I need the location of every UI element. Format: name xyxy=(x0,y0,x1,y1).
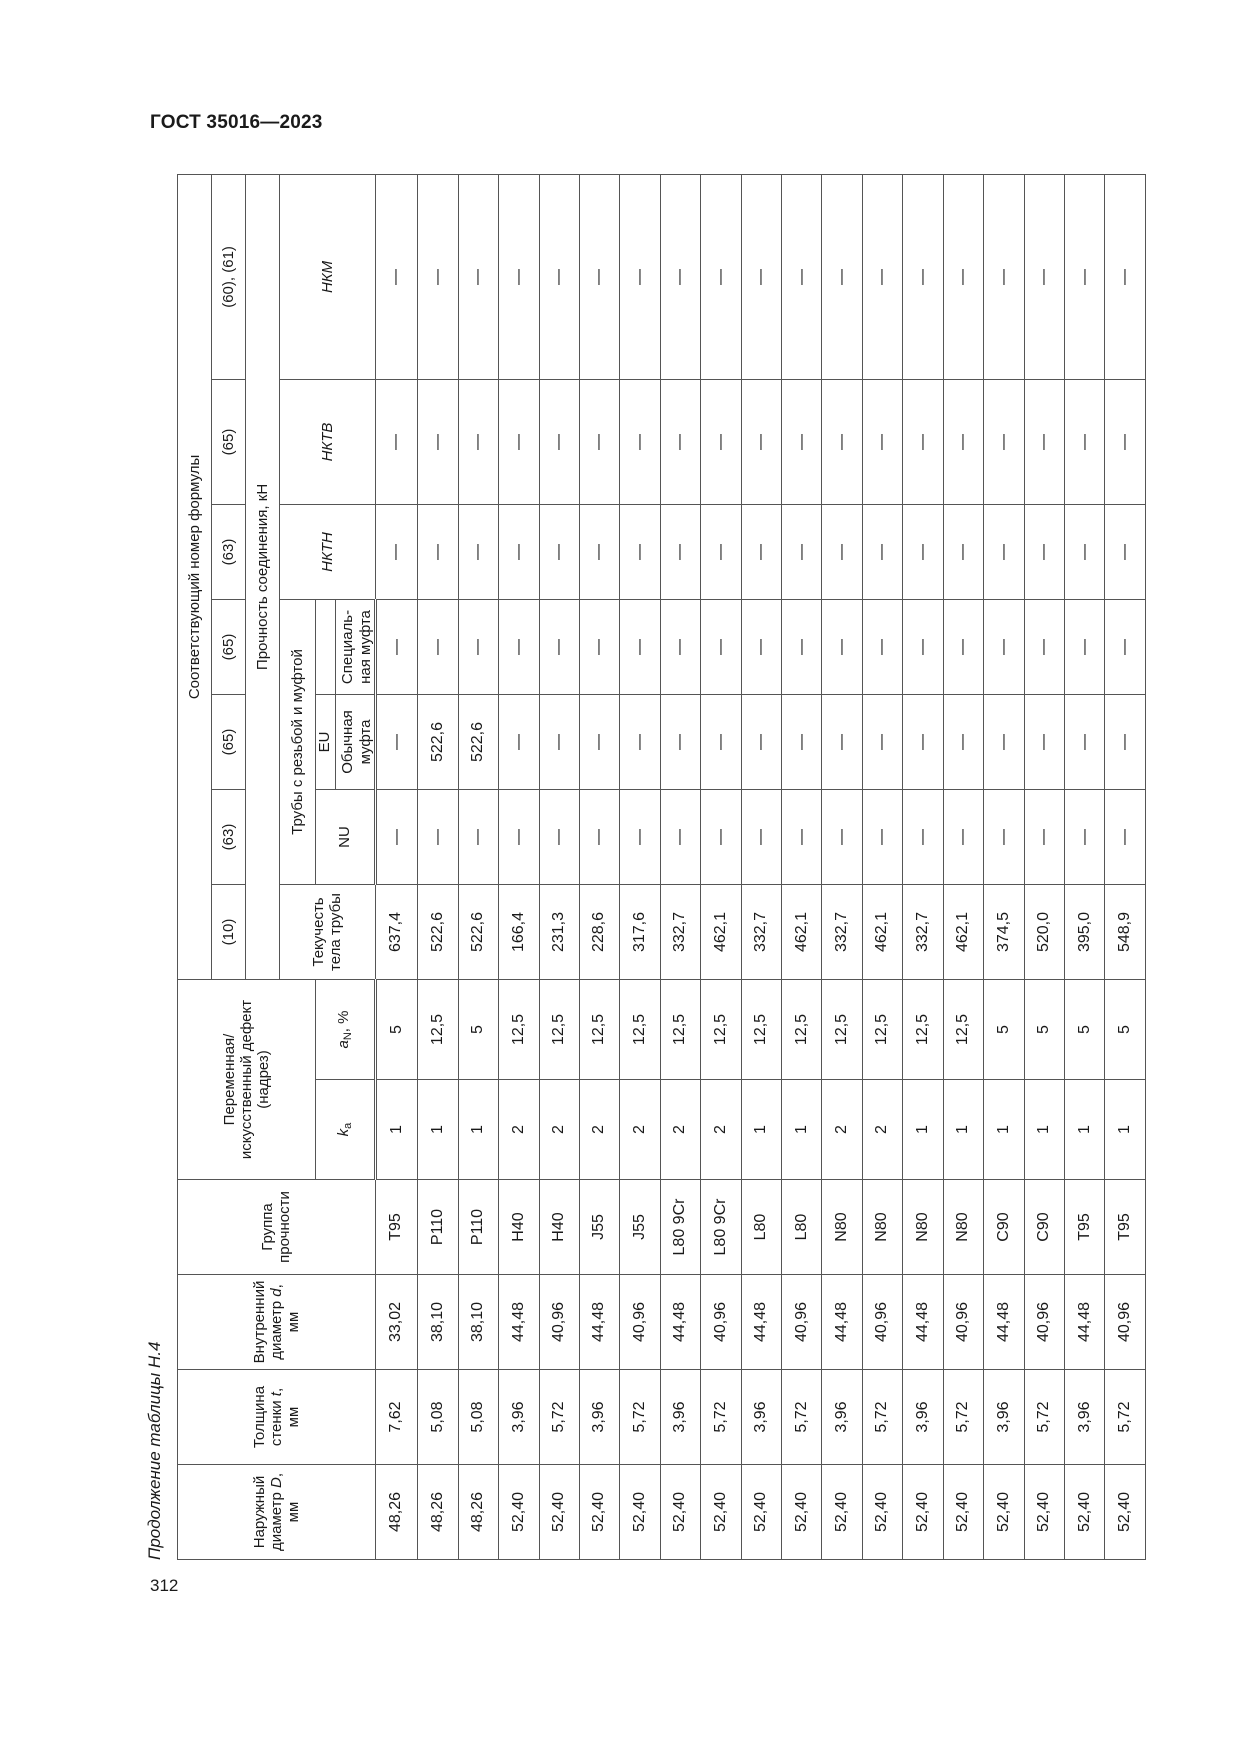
table-cell: — xyxy=(862,599,902,694)
table-row xyxy=(782,174,822,1559)
table-cell: 1 xyxy=(903,1080,943,1180)
table-cell: — xyxy=(1065,789,1105,884)
table-row xyxy=(499,174,539,1559)
formula-f1: (10) xyxy=(212,884,246,979)
table-cell: 5,72 xyxy=(862,1370,902,1465)
table-cell: — xyxy=(375,694,418,789)
table-cell: — xyxy=(539,599,579,694)
table-cell: — xyxy=(701,379,741,504)
table-cell: 52,40 xyxy=(620,1465,660,1560)
table-cell: 52,40 xyxy=(701,1465,741,1560)
table-cell: — xyxy=(539,379,579,504)
formula-f6: (65) xyxy=(212,379,246,504)
header-inner-diameter: Внутренний диаметр d, мм xyxy=(178,1275,376,1370)
table-body xyxy=(375,174,1145,1559)
table-cell: — xyxy=(782,599,822,694)
table-cell: 52,40 xyxy=(822,1465,862,1560)
table-cell: — xyxy=(741,504,781,599)
table-cell: — xyxy=(579,174,619,379)
table-cell: 40,96 xyxy=(782,1275,822,1370)
table-cell: 52,40 xyxy=(1105,1465,1146,1560)
table-cell: 44,48 xyxy=(579,1275,619,1370)
table-cell: 52,40 xyxy=(782,1465,822,1560)
table-cell: 5,08 xyxy=(418,1370,458,1465)
table-row xyxy=(1105,174,1146,1559)
table-row xyxy=(984,174,1024,1559)
table-cell: C90 xyxy=(984,1180,1024,1275)
table-cell: — xyxy=(822,504,862,599)
table-cell: — xyxy=(701,694,741,789)
table-cell: 462,1 xyxy=(782,884,822,979)
table-cell: 33,02 xyxy=(375,1275,418,1370)
table-cell: 5,72 xyxy=(701,1370,741,1465)
table-cell: 2 xyxy=(862,1080,902,1180)
table-cell: 12,5 xyxy=(822,979,862,1079)
header-connection-strength: Прочность соединения, кН xyxy=(246,174,280,979)
table-cell: — xyxy=(984,379,1024,504)
table-row xyxy=(458,174,498,1559)
formula-f3: (65) xyxy=(212,694,246,789)
table-cell: 317,6 xyxy=(620,884,660,979)
table-cell: — xyxy=(418,504,458,599)
table-cell: 2 xyxy=(539,1080,579,1180)
table-cell: 40,96 xyxy=(701,1275,741,1370)
table-cell: — xyxy=(1105,379,1146,504)
header-nu: NU xyxy=(316,789,376,884)
table-cell: — xyxy=(741,599,781,694)
table-cell: — xyxy=(984,789,1024,884)
table-cell: 5,72 xyxy=(782,1370,822,1465)
table-cell: — xyxy=(620,174,660,379)
table-cell: — xyxy=(579,789,619,884)
table-cell: — xyxy=(1024,174,1064,379)
table-cell: 48,26 xyxy=(375,1465,418,1560)
table-cell: — xyxy=(620,379,660,504)
table-cell: 522,6 xyxy=(418,694,458,789)
table-cell: — xyxy=(418,789,458,884)
table-cell: 5 xyxy=(1065,979,1105,1079)
table-cell: 1 xyxy=(943,1080,983,1180)
table-row xyxy=(862,174,902,1559)
table-cell: 462,1 xyxy=(862,884,902,979)
header-formula-number: Соответствующий номер формулы xyxy=(178,174,212,979)
table-cell: C90 xyxy=(1024,1180,1064,1275)
table-cell: — xyxy=(782,694,822,789)
table-cell: 3,96 xyxy=(1065,1370,1105,1465)
table-cell: — xyxy=(660,599,700,694)
table-cell: — xyxy=(1024,504,1064,599)
table-cell: 395,0 xyxy=(1065,884,1105,979)
table-cell: 2 xyxy=(660,1080,700,1180)
table-cell: P110 xyxy=(458,1180,498,1275)
table-cell: — xyxy=(458,599,498,694)
table-row xyxy=(701,174,741,1559)
header-ka: $k_a$ xyxy=(316,1080,376,1180)
table-cell: — xyxy=(984,599,1024,694)
table-cell: 40,96 xyxy=(539,1275,579,1370)
table-cell: — xyxy=(782,379,822,504)
table-cell: 522,6 xyxy=(418,884,458,979)
formula-f5: (63) xyxy=(212,504,246,599)
table-cell: — xyxy=(862,694,902,789)
table-cell: — xyxy=(539,694,579,789)
table-cell: 52,40 xyxy=(862,1465,902,1560)
table-cell: — xyxy=(458,174,498,379)
table-cell: 12,5 xyxy=(660,979,700,1079)
table-cell: — xyxy=(375,599,418,694)
table-cell: 48,26 xyxy=(418,1465,458,1560)
table-cell: 1 xyxy=(782,1080,822,1180)
table-cell: 166,4 xyxy=(499,884,539,979)
table-cell: — xyxy=(1105,174,1146,379)
header-eu-regular: EU Обычная муфта xyxy=(316,694,376,789)
table-cell: 48,26 xyxy=(458,1465,498,1560)
table-cell: — xyxy=(741,174,781,379)
table-cell: 5 xyxy=(375,979,418,1079)
header-nktv: НКТВ xyxy=(280,379,376,504)
table-cell: — xyxy=(984,504,1024,599)
table-cell: — xyxy=(620,504,660,599)
table-cell: 1 xyxy=(1105,1080,1146,1180)
table-cell: 12,5 xyxy=(943,979,983,1079)
table-cell: — xyxy=(579,504,619,599)
table-cell: — xyxy=(1065,379,1105,504)
table-cell: — xyxy=(499,599,539,694)
table-cell: — xyxy=(782,789,822,884)
header-nktn: НКТН xyxy=(280,504,376,599)
table-row xyxy=(741,174,781,1559)
table-cell: — xyxy=(499,504,539,599)
table-cell: 44,48 xyxy=(741,1275,781,1370)
table-cell: 52,40 xyxy=(660,1465,700,1560)
table-cell: — xyxy=(903,504,943,599)
table-cell: — xyxy=(943,789,983,884)
table-cell: L80 9Cr xyxy=(701,1180,741,1275)
table-cell: — xyxy=(741,694,781,789)
table-cell: — xyxy=(1105,504,1146,599)
table-row xyxy=(375,174,418,1559)
table-cell: — xyxy=(1065,504,1105,599)
table-cell: — xyxy=(862,504,902,599)
table-cell: J55 xyxy=(579,1180,619,1275)
table-cell: 3,96 xyxy=(984,1370,1024,1465)
table-cell: 1 xyxy=(375,1080,418,1180)
table-cell: — xyxy=(943,599,983,694)
table-cell: 52,40 xyxy=(539,1465,579,1560)
table-cell: — xyxy=(1024,694,1064,789)
table-cell: 12,5 xyxy=(579,979,619,1079)
table-cell: — xyxy=(1024,379,1064,504)
table-cell: 332,7 xyxy=(660,884,700,979)
table-cell: — xyxy=(1065,599,1105,694)
table-cell: — xyxy=(701,504,741,599)
table-cell: — xyxy=(862,174,902,379)
table-cell: — xyxy=(539,504,579,599)
table-cell: — xyxy=(579,379,619,504)
table-cell: 1 xyxy=(984,1080,1024,1180)
table-cell: T95 xyxy=(1065,1180,1105,1275)
table-head xyxy=(178,174,376,1559)
table-cell: 332,7 xyxy=(903,884,943,979)
table-cell: — xyxy=(782,174,822,379)
table-cell: — xyxy=(1065,694,1105,789)
table-cell: — xyxy=(822,694,862,789)
formula-f2: (63) xyxy=(212,789,246,884)
table-cell: 5,72 xyxy=(1024,1370,1064,1465)
table-cell: 3,96 xyxy=(741,1370,781,1465)
table-cell: — xyxy=(822,599,862,694)
table-cell: 12,5 xyxy=(620,979,660,1079)
table-cell: — xyxy=(375,174,418,379)
table-cell: H40 xyxy=(539,1180,579,1275)
table-cell: 52,40 xyxy=(1065,1465,1105,1560)
table-cell: P110 xyxy=(418,1180,458,1275)
table-cell: — xyxy=(458,504,498,599)
table-cell: — xyxy=(741,789,781,884)
table-cell: 52,40 xyxy=(1024,1465,1064,1560)
header-outer-diameter: Наружный диаметр D, мм xyxy=(178,1465,376,1560)
table-cell: — xyxy=(822,789,862,884)
table-row xyxy=(418,174,458,1559)
formula-f7: (60), (61) xyxy=(212,174,246,379)
table-cell: — xyxy=(984,694,1024,789)
table-cell: L80 xyxy=(741,1180,781,1275)
table-cell: 44,48 xyxy=(660,1275,700,1370)
table-cell: — xyxy=(499,789,539,884)
table-cell: 44,48 xyxy=(984,1275,1024,1370)
table-cell: N80 xyxy=(862,1180,902,1275)
table-cell: 2 xyxy=(701,1080,741,1180)
table-cell: 1 xyxy=(741,1080,781,1180)
table-caption: Продолжение таблицы Н.4 xyxy=(145,1341,164,1560)
table-cell: — xyxy=(1105,694,1146,789)
table-cell: — xyxy=(375,379,418,504)
table-cell: — xyxy=(418,379,458,504)
table-cell: 3,96 xyxy=(903,1370,943,1465)
table-cell: — xyxy=(701,599,741,694)
table-cell: N80 xyxy=(903,1180,943,1275)
table-cell: 12,5 xyxy=(499,979,539,1079)
table-cell: 522,6 xyxy=(458,884,498,979)
header-pipe-yield: Текучесть тела трубы xyxy=(280,884,376,979)
table-cell: 5,72 xyxy=(620,1370,660,1465)
table-row xyxy=(943,174,983,1559)
table-cell: 462,1 xyxy=(701,884,741,979)
table-cell: — xyxy=(499,379,539,504)
table-cell: 548,9 xyxy=(1105,884,1146,979)
table-cell: 12,5 xyxy=(862,979,902,1079)
table-row xyxy=(539,174,579,1559)
header-wall-thickness: Толщина стенки t, мм xyxy=(178,1370,376,1465)
table-cell: 40,96 xyxy=(862,1275,902,1370)
table-cell: — xyxy=(903,599,943,694)
table-cell: 44,48 xyxy=(822,1275,862,1370)
document-header: ГОСТ 35016—2023 xyxy=(150,112,323,133)
table-cell: — xyxy=(903,174,943,379)
table-cell: 52,40 xyxy=(943,1465,983,1560)
table-cell: 3,96 xyxy=(822,1370,862,1465)
table-cell: 52,40 xyxy=(579,1465,619,1560)
table-cell: 522,6 xyxy=(458,694,498,789)
table-cell: 52,40 xyxy=(984,1465,1024,1560)
table-row xyxy=(1065,174,1105,1559)
table-row xyxy=(822,174,862,1559)
table-cell: 52,40 xyxy=(903,1465,943,1560)
table-cell: — xyxy=(903,379,943,504)
table-cell: — xyxy=(418,174,458,379)
table-cell: — xyxy=(375,504,418,599)
table-cell: — xyxy=(701,789,741,884)
table-cell: 332,7 xyxy=(822,884,862,979)
table-cell: — xyxy=(660,694,700,789)
table-cell: — xyxy=(701,174,741,379)
table-cell: — xyxy=(1024,789,1064,884)
table-cell: — xyxy=(1065,174,1105,379)
page-number: 312 xyxy=(150,1576,179,1595)
table-cell: L80 xyxy=(782,1180,822,1275)
table-cell: — xyxy=(822,174,862,379)
table-cell: 2 xyxy=(822,1080,862,1180)
header-eu: EU xyxy=(316,695,336,789)
table-cell: — xyxy=(984,174,1024,379)
table-cell: 5,08 xyxy=(458,1370,498,1465)
table-cell: 38,10 xyxy=(418,1275,458,1370)
table-cell: — xyxy=(418,599,458,694)
table-cell: — xyxy=(539,789,579,884)
table-cell: 228,6 xyxy=(579,884,619,979)
header-eu-special: Специаль-ная муфта xyxy=(316,599,376,694)
table-cell: 40,96 xyxy=(620,1275,660,1370)
table-cell: — xyxy=(943,504,983,599)
table-cell: — xyxy=(539,174,579,379)
header-nkm: НКМ xyxy=(280,174,376,379)
table-cell: — xyxy=(660,174,700,379)
table-cell: — xyxy=(499,694,539,789)
table-row xyxy=(579,174,619,1559)
table-cell: 2 xyxy=(579,1080,619,1180)
table-cell: 12,5 xyxy=(701,979,741,1079)
table-row xyxy=(620,174,660,1559)
table-cell: 374,5 xyxy=(984,884,1024,979)
formula-f4: (65) xyxy=(212,599,246,694)
table-cell: — xyxy=(862,379,902,504)
table-cell: 5 xyxy=(458,979,498,1079)
table-cell: — xyxy=(579,694,619,789)
table-cell: 520,0 xyxy=(1024,884,1064,979)
table-cell: 38,10 xyxy=(458,1275,498,1370)
table-cell: 7,62 xyxy=(375,1370,418,1465)
table-cell: 40,96 xyxy=(1024,1275,1064,1370)
table-cell: 231,3 xyxy=(539,884,579,979)
table-cell: 5 xyxy=(1105,979,1146,1079)
table-cell: — xyxy=(943,174,983,379)
header-an: $a_N$, % xyxy=(316,979,376,1079)
table-cell: 12,5 xyxy=(782,979,822,1079)
table-cell: — xyxy=(741,379,781,504)
table-cell: 332,7 xyxy=(741,884,781,979)
table-cell: 12,5 xyxy=(418,979,458,1079)
table-cell: 40,96 xyxy=(943,1275,983,1370)
table-cell: — xyxy=(822,379,862,504)
table-cell: 44,48 xyxy=(1065,1275,1105,1370)
table-cell: 5 xyxy=(1024,979,1064,1079)
table-cell: — xyxy=(620,599,660,694)
header-threaded-coupled: Трубы с резьбой и муфтой xyxy=(280,599,316,884)
table-row xyxy=(903,174,943,1559)
table-cell: T95 xyxy=(375,1180,418,1275)
table-cell: 637,4 xyxy=(375,884,418,979)
table-cell: — xyxy=(943,379,983,504)
table-cell: 2 xyxy=(620,1080,660,1180)
table-cell: 12,5 xyxy=(741,979,781,1079)
table-cell: 1 xyxy=(1024,1080,1064,1180)
table-cell: — xyxy=(660,504,700,599)
table-cell: — xyxy=(1105,599,1146,694)
table-cell: J55 xyxy=(620,1180,660,1275)
table-cell: 1 xyxy=(458,1080,498,1180)
table-row xyxy=(660,174,700,1559)
table-cell: 3,96 xyxy=(499,1370,539,1465)
table-cell: 3,96 xyxy=(660,1370,700,1465)
header-strength-grade: Группа прочности xyxy=(178,1180,376,1275)
table-cell: T95 xyxy=(1105,1180,1146,1275)
table-cell: — xyxy=(620,694,660,789)
table-cell: 1 xyxy=(1065,1080,1105,1180)
table-cell: 2 xyxy=(499,1080,539,1180)
rotated-table-wrapper xyxy=(177,175,1146,1560)
table-cell: 40,96 xyxy=(1105,1275,1146,1370)
table-cell: — xyxy=(660,379,700,504)
table-cell: 44,48 xyxy=(903,1275,943,1370)
table-cell: 462,1 xyxy=(943,884,983,979)
table-cell: — xyxy=(1024,599,1064,694)
header-defect: Переменная/ искусственный дефект (надрез) xyxy=(178,979,316,1179)
table-cell: — xyxy=(499,174,539,379)
table-cell: — xyxy=(579,599,619,694)
table-cell: — xyxy=(903,694,943,789)
table-cell: H40 xyxy=(499,1180,539,1275)
table-cell: 5,72 xyxy=(943,1370,983,1465)
table-cell: 3,96 xyxy=(579,1370,619,1465)
table-cell: 12,5 xyxy=(903,979,943,1079)
data-table xyxy=(177,174,1146,1560)
table-cell: — xyxy=(660,789,700,884)
table-cell: — xyxy=(1105,789,1146,884)
table-cell: 5,72 xyxy=(539,1370,579,1465)
table-cell: 44,48 xyxy=(499,1275,539,1370)
table-cell: — xyxy=(458,379,498,504)
table-cell: — xyxy=(862,789,902,884)
table-cell: 52,40 xyxy=(499,1465,539,1560)
table-cell: 12,5 xyxy=(539,979,579,1079)
table-cell: N80 xyxy=(943,1180,983,1275)
table-cell: 1 xyxy=(418,1080,458,1180)
table-cell: — xyxy=(458,789,498,884)
table-cell: 52,40 xyxy=(741,1465,781,1560)
table-cell: 5 xyxy=(984,979,1024,1079)
table-cell: L80 9Cr xyxy=(660,1180,700,1275)
table-cell: — xyxy=(943,694,983,789)
table-cell: — xyxy=(903,789,943,884)
table-cell: — xyxy=(375,789,418,884)
table-row xyxy=(1024,174,1064,1559)
table-cell: — xyxy=(620,789,660,884)
table-cell: 5,72 xyxy=(1105,1370,1146,1465)
table-cell: — xyxy=(782,504,822,599)
table-cell: N80 xyxy=(822,1180,862,1275)
